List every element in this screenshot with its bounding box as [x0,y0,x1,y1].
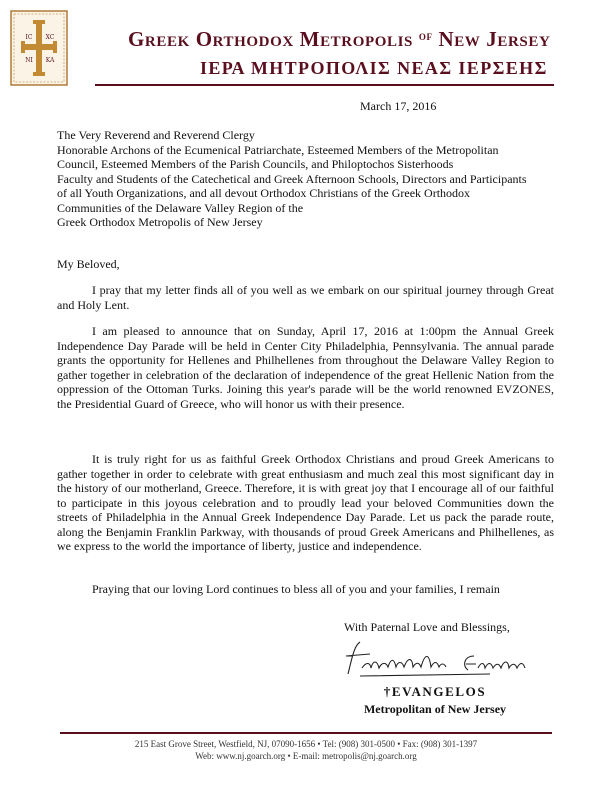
handwritten-signature [340,638,545,680]
closing-line: With Paternal Love and Blessings, [344,620,510,634]
footer-address: 215 East Grove Street, Westfield, NJ, 07090-1656 • Tel: (908) 301-0500 • Fax: (908) 301-1397 [134,739,478,749]
body-paragraph: It is truly right for us as faithful Greek Orthodox Christians and proud Greek Americans to gather together in order to celebrate with great enthusiasm and much zeal this most significant day in the history of our motherland, Greece. Therefore, it is with great joy that I encourage all of our faithful to participate in this joyous celebration and to proudly lead your beloved Communities down the streets of Philadelphia in the Annual Greek Independence Day Parade. Let us pack the parade route, along the Benjamin Franklin Parkway, with thousands of proud Greek Americans and Philhellenes, as we express to the world the importance of liberty, justice and independence. [57,452,554,553]
title-en-of: of [418,28,433,43]
addressee-line: Faculty and Students of the Catechetical and Greek Afternoon Schools, Directors and Participants [57,171,527,186]
letterhead-title-english [128,27,550,52]
addressee-line: Communities of the Delaware Valley Region of the [57,200,304,215]
salutation: My Beloved, [57,257,120,271]
addressee-line: of all Youth Organizations, and all devout Orthodox Christians of the Greek Orthodox [57,186,471,200]
signer-name: †EVANGELOS [383,684,487,699]
title-en-part1: Greek Orthodox Metropolis [128,27,414,51]
title-en-part2: New Jersey [438,27,551,51]
body-paragraph: I pray that my letter finds all of you well as we embark on our spiritual journey through Great and Holy Lent. [57,283,554,312]
logo-letter: NI [25,57,33,64]
addressee-line: Greek Orthodox Metropolis of New Jersey [57,215,263,229]
footer-divider [60,732,552,734]
metropolis-cross-logo [10,10,68,86]
addressee-line: The Very Reverend and Reverend Clergy [57,128,255,142]
body-paragraph: Praying that our loving Lord continues to bless all of you and your families, I remain [92,582,500,596]
logo-letter: KA [45,57,55,64]
addressee-line: Council, Esteemed Members of the Parish Councils, and Philoptochos Sisterhoods [57,157,454,171]
body-paragraph: I am pleased to announce that on Sunday, April 17, 2016 at 1:00pm the Annual Greek Independence Day Parade will be held in Center City Philadelphia, Pennsylvania. The annual parade grants the opportunity for Hellenes and Philhellenes from throughout the Delaware Valley Region to gather together in celebration of the declaration of independence of the great Hellenic Nation from the oppression of the Ottoman Turks. Joining this year's parade will be the world renowned EVZONES, the Presidential Guard of Greece, who will honor us with their presence. [57,324,554,411]
signer-block [360,684,510,717]
signer-title: Metropolitan of New Jersey [363,702,507,716]
logo-letter: XC [45,34,55,41]
header-divider [95,84,554,86]
addressee-block [57,128,554,230]
letterhead-title-greek: ΙΕΡΑ ΜΗΤΡΟΠΟΛΙΣ ΝΕΑΣ ΙΕΡΣΕΗΣ [200,58,548,78]
logo-letter: IC [25,34,33,41]
footer-contact: Web: www.nj.goarch.org • E-mail: metropolis@nj.goarch.org [195,751,417,761]
addressee-line: Honorable Archons of the Ecumenical Patriarchate, Esteemed Members of the Metropolitan [57,142,499,157]
letter-date: March 17, 2016 [360,99,437,113]
